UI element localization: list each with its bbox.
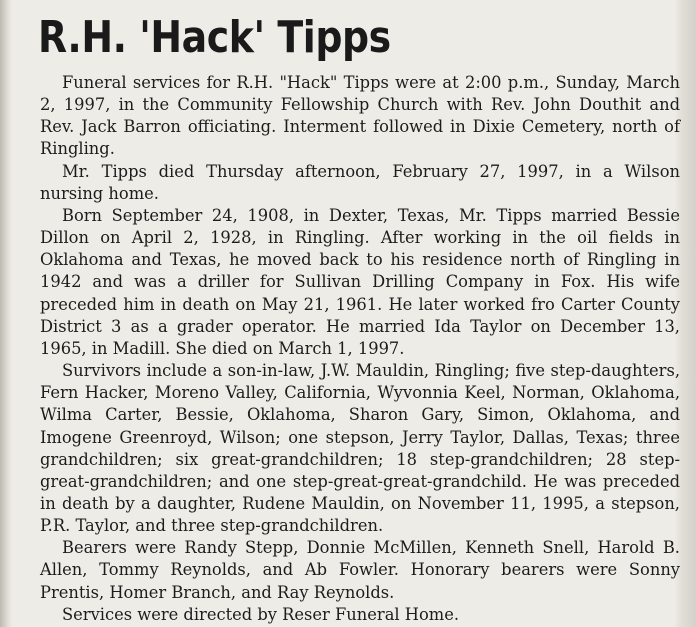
paragraph-bearers: Bearers were Randy Stepp, Donnie McMillen, Kenneth Snell, Harold B. Allen, Tommy Reynolds, and Ab Fowler. Honorary bearers were Sonny Prentis, Homer Branch, and Ray Reynolds. [40,538,680,602]
paragraph-biography: Born September 24, 1908, in Dexter, Texas, Mr. Tipps married Bessie Dillon on April 2, 1928, in Ringling. After working in the oil fields in Oklahoma and Texas, he moved back to his residence north of Ringling in 1942 and was a driller for Sullivan Drilling Company in Fox. His wife preceded him in death on May 21, 1961. He later worked fro Carter County District 3 as a grader operator. He married Ida Taylor on December 13, 1965, in Madill. She died on March 1, 1997. [40,205,680,358]
paragraph-funeral-services: Funeral services for R.H. "Hack" Tipps were at 2:00 p.m., Sunday, March 2, 1997, in the Community Fellowship Church with Rev. John Douthit and Rev. Jack Barron officiating. Interment followed in Dixie Cemetery, north of Ringling. [40,73,680,159]
paragraph-death: Mr. Tipps died Thursday afternoon, February 27, 1997, in a Wilson nursing home. [40,161,680,203]
obituary-headline: R.H. 'Hack' Tipps [38,12,391,63]
paragraph-funeral-home: Services were directed by Reser Funeral Home. [62,604,460,624]
clipping-left-edge [0,0,12,627]
obituary-body [40,72,680,626]
paragraph-survivors: Survivors include a son-in-law, J.W. Mauldin, Ringling; five step-daughters, Fern Hacker, Moreno Valley, California, Wyvonnia Keel, Norman, Oklahoma, Wilma Carter, Bessie, Oklahoma, Sharon Gary, Simon, Oklahoma, and Imogene Greenroyd, Wilson; one stepson, Jerry Taylor, Dallas, Texas; three grandchildren; six great-grandchildren; 18 step-grandchildren; 28 step-great-grandchildren; and one step-great-great-grandchild. He was preceded in death by a daughter, Rudene Mauldin, on November 11, 1995, a stepson, P.R. Taylor, and three step-grandchildren. [40,361,680,536]
